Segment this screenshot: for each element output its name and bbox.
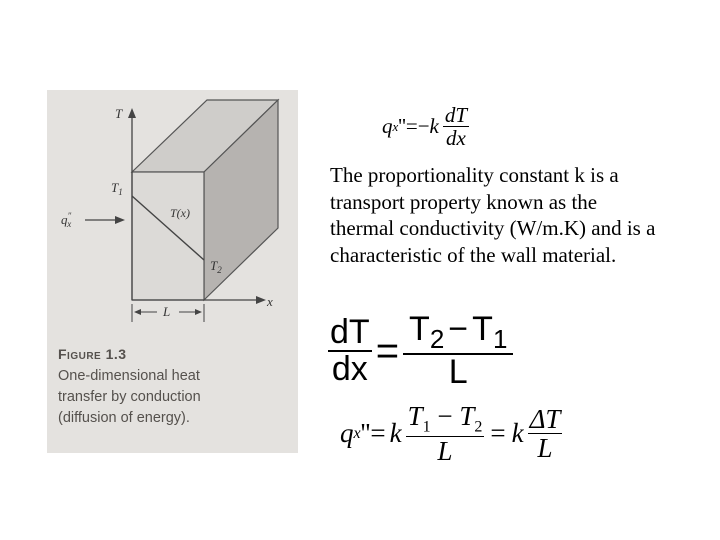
caption-line: One-dimensional heat (58, 368, 200, 384)
tx-label: T(x) (170, 206, 190, 220)
caption-line: transfer by conduction (58, 389, 201, 405)
l-dimension-label: L (163, 304, 171, 319)
rhs-numerator: $T_2 - T_1$ (403, 312, 513, 355)
primes-equals: ''= (360, 418, 386, 449)
flux-equation (340, 402, 562, 466)
qx-label: q″ x (61, 211, 72, 229)
gradient-equals: = (375, 328, 400, 373)
conductivity-symbol: k (389, 418, 402, 449)
flux-equals: = (490, 418, 506, 449)
flux-symbol: q (340, 418, 354, 449)
delta-t-numerator: ΔT (529, 403, 561, 434)
lhs-denominator: dx (331, 350, 368, 389)
t1-label: $T_1$ (111, 180, 123, 197)
rhs-denominator: L (448, 353, 468, 392)
figure-caption (58, 344, 294, 429)
conductivity-symbol-2: k (511, 418, 524, 449)
lhs-numerator: dT (330, 312, 370, 351)
x-axis-label: x (267, 294, 273, 309)
thickness-denominator: L (437, 436, 453, 467)
difference-numerator: $T_1 - T_2$ (407, 401, 483, 436)
flux-subscript: x (392, 118, 399, 134)
figure-scan (47, 90, 298, 453)
flux-subscript: x (353, 424, 361, 442)
thickness-denominator-2: L (537, 433, 553, 464)
flux-symbol: q (382, 114, 393, 139)
numerator: dT (444, 103, 468, 127)
delta-t-fraction (528, 405, 563, 463)
t2-label: $T_2$ (210, 258, 222, 275)
gradient-lhs-fraction (328, 312, 372, 389)
wall-front-face (132, 172, 204, 300)
description-text: The proportionality constant k is a transport property known as the thermal conductivity (W/m.K) and is a characteristic of the wall material. (330, 163, 656, 267)
temperature-difference-fraction (406, 402, 485, 466)
derivative-fraction (443, 104, 469, 149)
equals-minus: ''=− (398, 114, 430, 139)
gradient-rhs-fraction (403, 312, 513, 391)
gradient-equation (328, 312, 513, 391)
caption-line: (diffusion of energy). (58, 410, 190, 426)
t-axis-label: T (115, 106, 123, 121)
conductivity-symbol: k (429, 114, 439, 139)
denominator: dx (446, 126, 466, 151)
caption-title: Figure 1.3 (58, 346, 127, 362)
fourier-law-equation (382, 104, 469, 149)
